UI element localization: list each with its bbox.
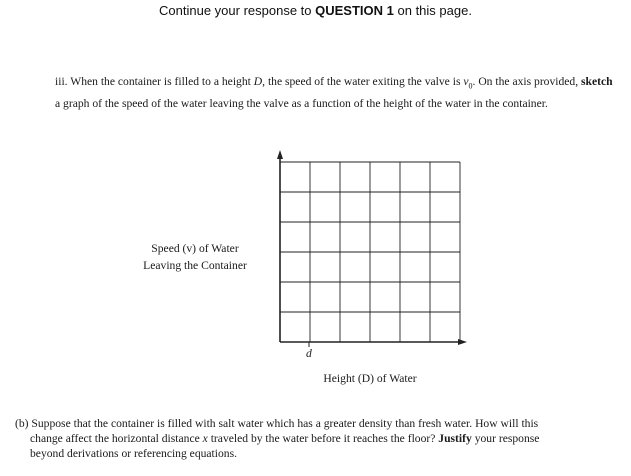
- var-v0: v: [463, 75, 469, 88]
- x-axis-arrow: [280, 339, 467, 345]
- question-text-part3: . On the axis provided,: [472, 75, 582, 88]
- y-axis-arrow: [277, 150, 283, 342]
- part-b-line1: (b) Suppose that the container is filled with salt water which has a greater density than fresh water. How will this: [15, 417, 539, 430]
- x-axis-label: Height (D) of Water: [323, 372, 417, 385]
- sketch-keyword: sketch: [581, 75, 613, 88]
- justify-keyword: Justify: [438, 432, 472, 445]
- header-suffix: on this page.: [393, 3, 472, 18]
- part-b-text: [15, 416, 625, 461]
- grid-lines: [280, 162, 460, 342]
- y-axis-label: [125, 240, 265, 274]
- graph-grid[interactable]: [270, 148, 470, 348]
- header-prefix: Continue your response to: [159, 3, 316, 18]
- part-b-line2: [15, 431, 625, 446]
- header-question-label: QUESTION 1: [315, 3, 394, 18]
- part-b-line3: beyond derivations or referencing equations.: [30, 447, 238, 460]
- question-text-part4: a graph of the speed of the water leaving the valve as a function of the height of the water in the container.: [55, 97, 548, 111]
- page-header: [0, 3, 631, 18]
- question-text-part2: , the speed of the water exiting the valve is: [262, 75, 464, 88]
- y-axis-label-line1: Speed (v) of Water: [151, 242, 239, 255]
- var-D: D: [253, 75, 263, 88]
- x-axis-d-mark: d: [306, 347, 312, 360]
- var-v0-subscript: 0: [468, 81, 473, 91]
- part-b-line2a: change affect the horizontal distance: [30, 432, 203, 445]
- question-text-part1: iii. When the container is filled to a height: [55, 75, 254, 88]
- question-iii-text: [55, 73, 615, 113]
- var-x: x: [202, 432, 208, 445]
- part-b-line2c: your response: [471, 432, 540, 445]
- part-b-line2b: traveled by the water before it reaches the floor?: [207, 432, 439, 445]
- y-axis-label-line2: Leaving the Container: [143, 259, 247, 272]
